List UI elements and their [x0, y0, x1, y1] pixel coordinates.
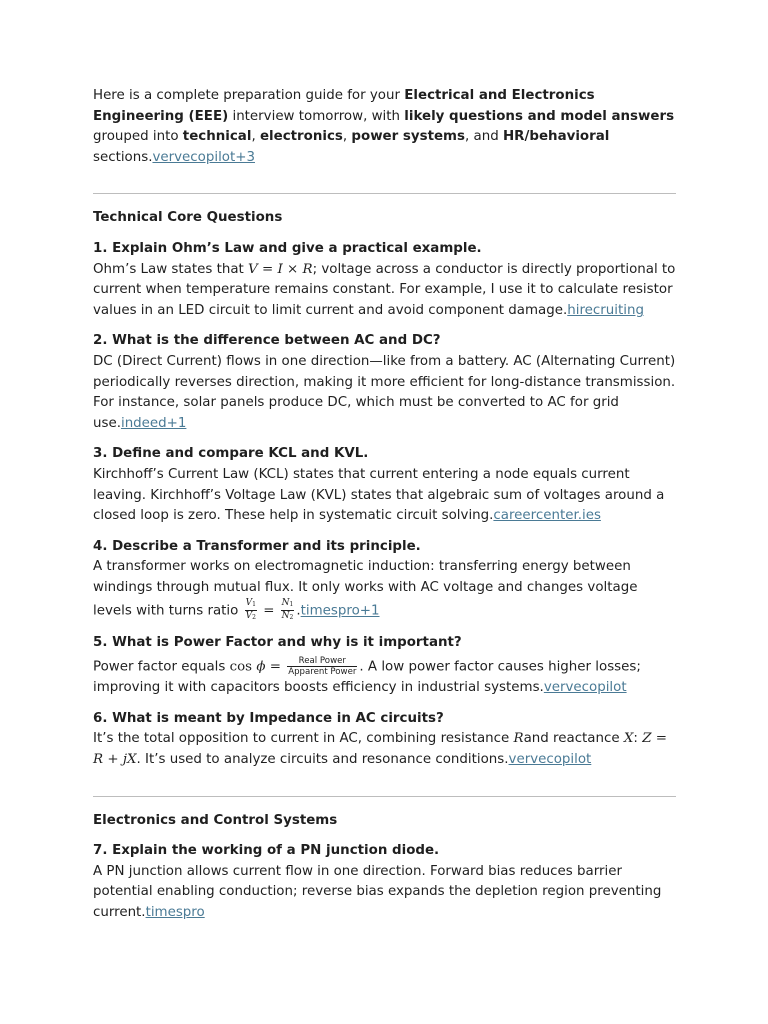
answer-paragraph: Kirchhoff’s Current Law (KCL) states that current entering a node equals current leaving. Kirchhoff’s Voltage Law (KVL) states that algebraic sum of voltages around a closed loop is zero. These help in systematic circuit solving.careercenter.ies — [93, 466, 665, 524]
question-heading: 6. What is meant by Impedance in AC circuits? — [93, 710, 444, 726]
answer-paragraph: A transformer works on electromagnetic induction: transferring energy between windings through mutual flux. It only works with AC voltage and changes voltage levels with turns ratio $\frac{V_1}{V_2}$ = $\frac{N_1}{N_2}$ .timespro+1 — [93, 559, 638, 622]
voltage-ratio-fraction: $\frac{V_1}{V_2}$ — [245, 598, 256, 622]
section-divider — [93, 796, 676, 797]
question-heading: 7. Explain the working of a PN junction diode. — [93, 843, 440, 859]
power-factor-fraction: $\frac{\text{Real Power}}{\text{Apparent Power}}$ — [288, 656, 357, 678]
source-link[interactable]: timespro — [145, 904, 205, 920]
answer-paragraph: It’s the total opposition to current in AC, combining resistance Rand reactance X: Z = R + jX. It’s used to analyze circuits and resonance conditions.vervecopilot — [93, 731, 667, 767]
section-heading: Technical Core Questions — [93, 210, 283, 226]
impedance-formula: Z = R + jX — [93, 731, 667, 767]
section-heading: Electronics and Control Systems — [93, 812, 338, 828]
answer-paragraph: DC (Direct Current) flows in one direction—like from a battery. AC (Alternating Current) periodically reverses direction, making it more efficient for long-distance transmission. For instance, solar panels produce DC, which must be converted to AC for grid use.indeed+1 — [93, 353, 676, 431]
question-heading: 2. What is the difference between AC and DC? — [93, 333, 441, 349]
intro-paragraph: Here is a complete preparation guide for your Electrical and Electronics Engineering (EEE) interview tomorrow, with likely questions and model answers grouped into technical, electronics, power systems, and HR/behavioral sections.vervecopilot+3 — [93, 88, 675, 165]
question-heading: 5. What is Power Factor and why is it important? — [93, 635, 462, 651]
source-link[interactable]: hirecruiting — [567, 302, 644, 318]
answer-paragraph: Ohm’s Law states that V = I × R; voltage across a conductor is directly proportional to current when temperature remains constant. For example, I use it to calculate resistor values in an LED circuit to limit current and avoid component damage.hirecruiting — [93, 261, 676, 318]
source-link[interactable]: vervecopilot — [508, 751, 592, 767]
ohms-law-formula: V = I × R — [248, 261, 313, 277]
power-factor-formula: cos ϕ = — [229, 659, 286, 675]
answer-paragraph: A PN junction allows current flow in one direction. Forward bias reduces barrier potential enabling conduction; reverse bias expands the depletion region preventing current.timespro — [93, 863, 662, 920]
question-heading: 1. Explain Ohm’s Law and give a practical example. — [93, 240, 482, 256]
source-link[interactable]: indeed+1 — [120, 415, 187, 431]
turns-ratio-fraction: $\frac{N_1}{N_2}$ — [281, 598, 294, 622]
question-heading: 3. Define and compare KCL and KVL. — [93, 446, 369, 462]
section-divider — [93, 193, 676, 194]
document-page — [93, 86, 676, 924]
source-link[interactable]: careercenter.ies — [493, 508, 601, 524]
answer-paragraph: Power factor equals cos ϕ = $\frac{\text{Real Power}}{\text{Apparent Power}}$ . A low power factor causes higher losses; improving it with capacitors boosts efficiency in industrial systems.vervecopilot — [93, 656, 641, 696]
source-link[interactable]: vervecopilot+3 — [152, 149, 255, 165]
question-heading: 4. Describe a Transformer and its principle. — [93, 538, 421, 554]
source-link[interactable]: vervecopilot — [543, 680, 627, 696]
source-link[interactable]: timespro+1 — [300, 603, 380, 619]
